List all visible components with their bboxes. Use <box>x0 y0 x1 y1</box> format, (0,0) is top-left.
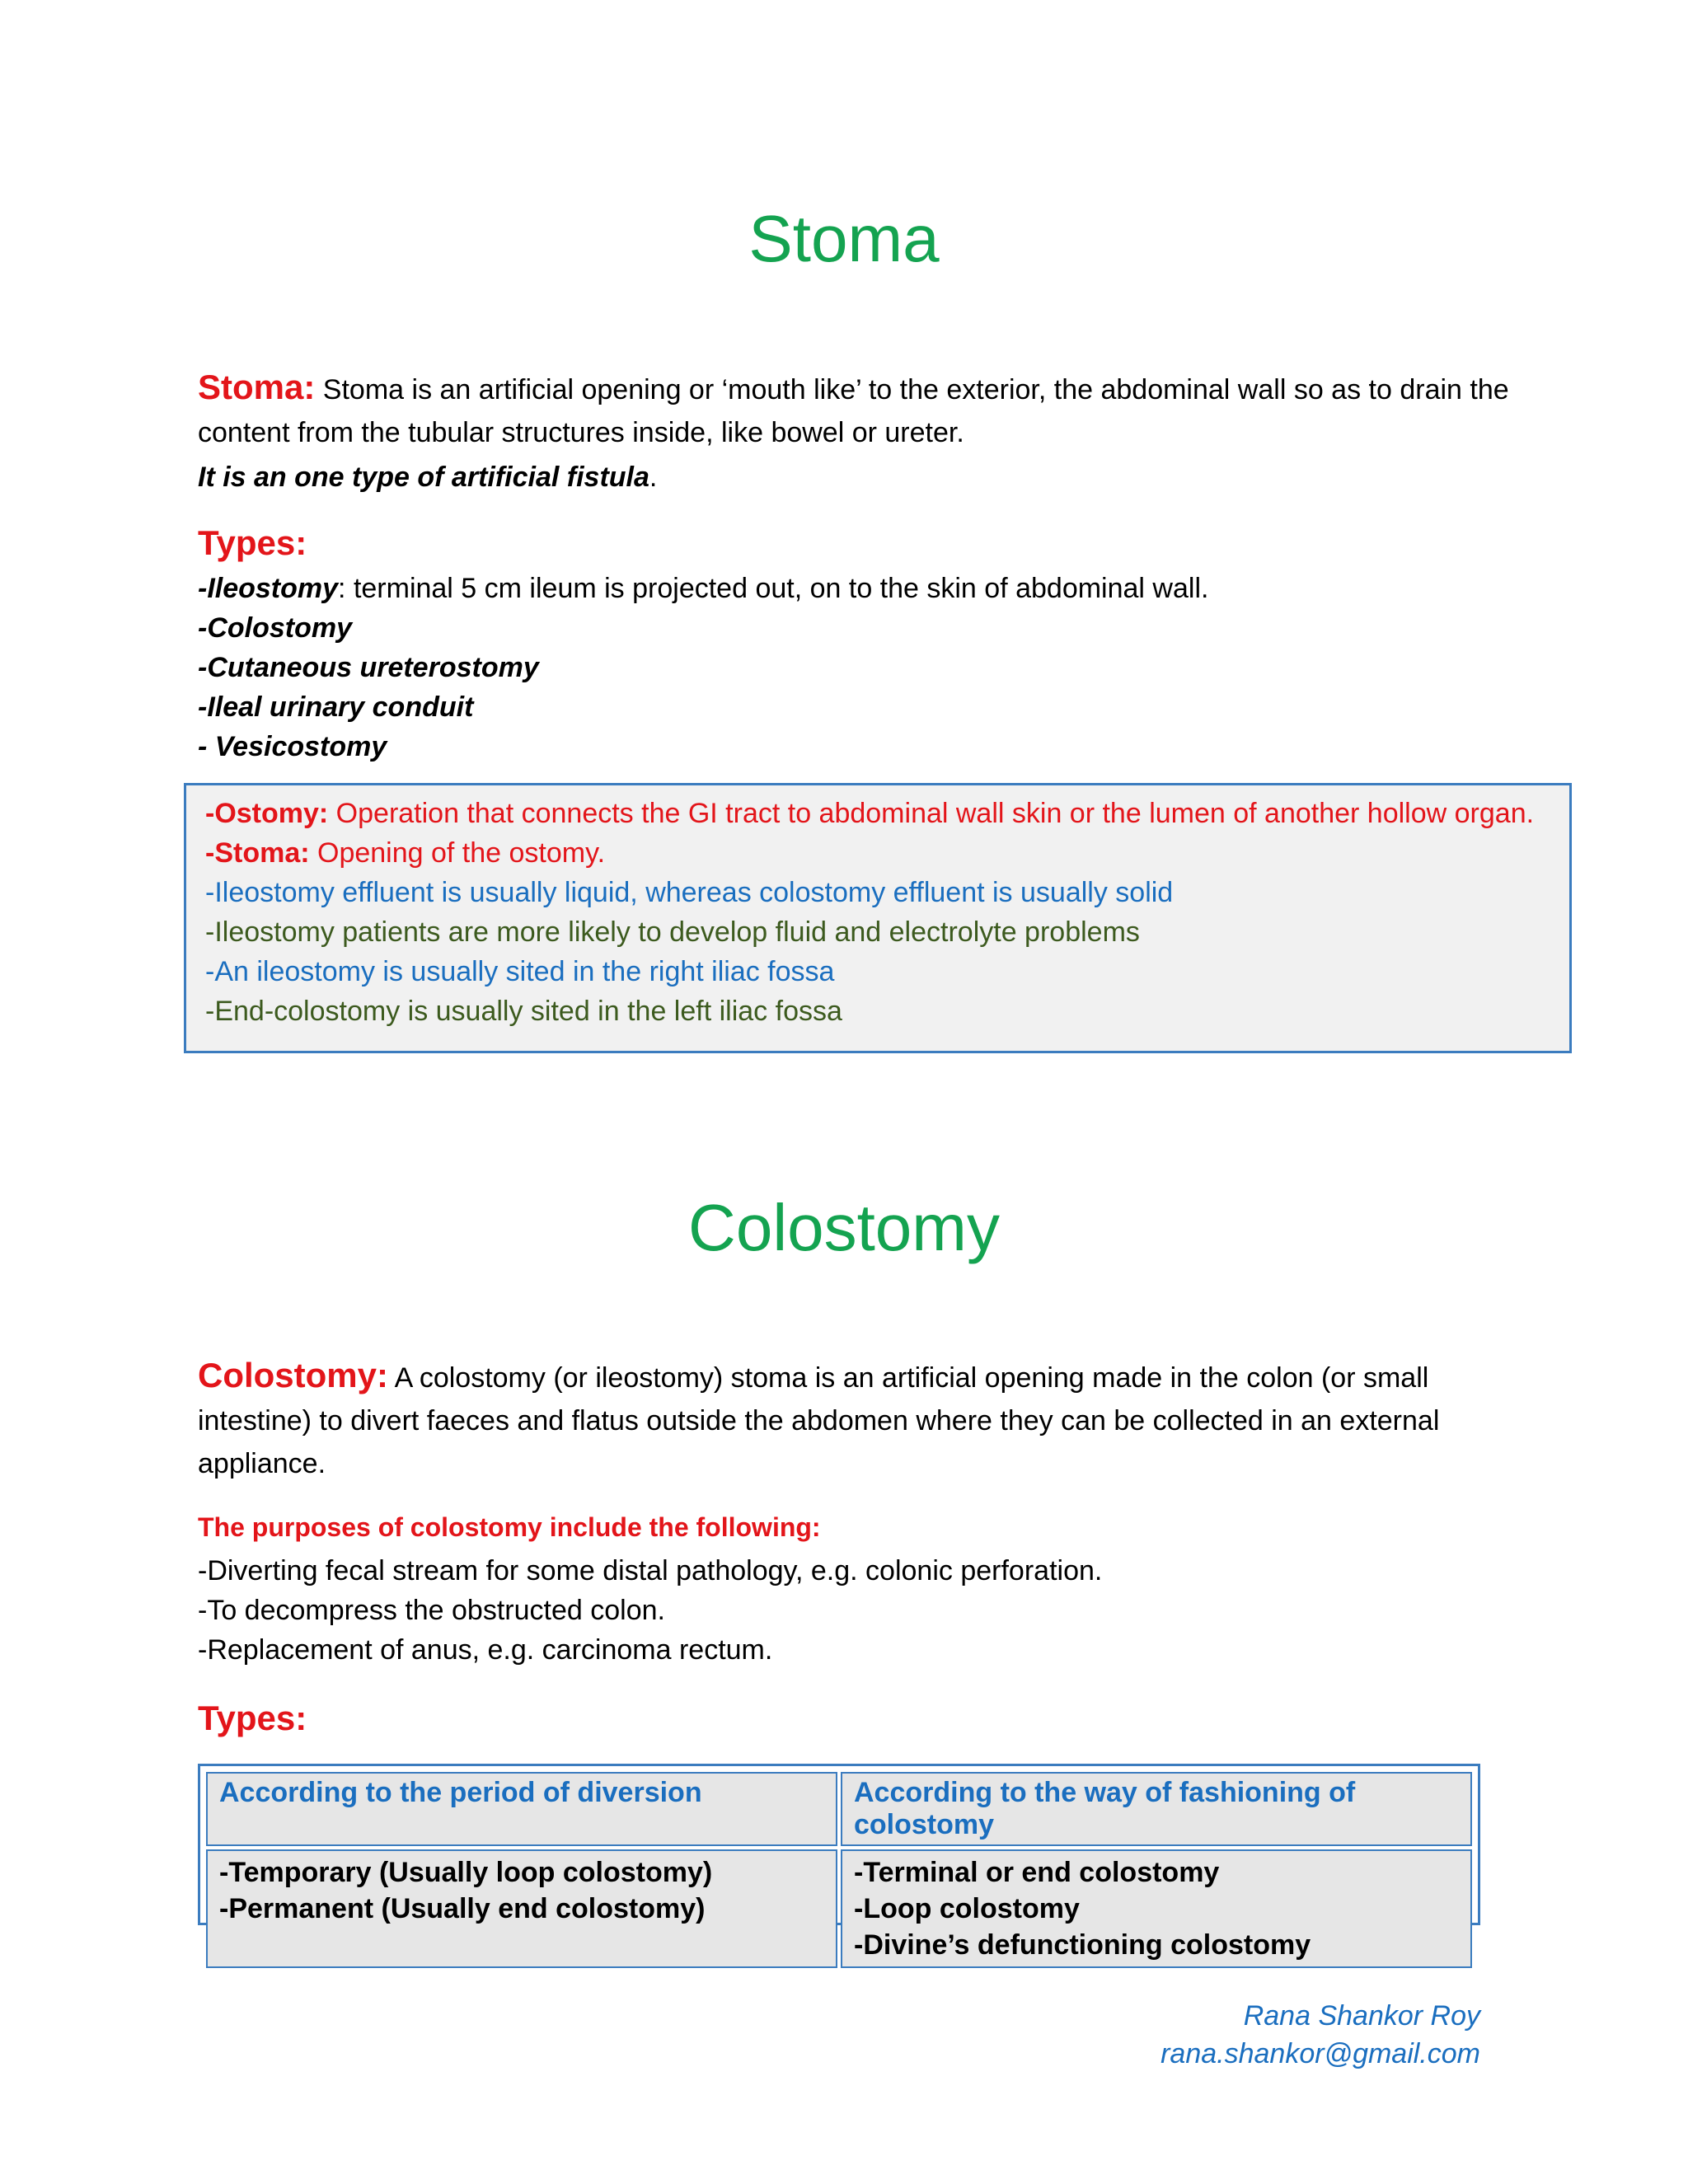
list-item: -Permanent (Usually end colostomy) <box>219 1893 706 1924</box>
ostomy-label: -Ostomy: <box>205 798 329 829</box>
fistula-note-text: It is an one type of artificial fistula <box>198 462 649 493</box>
info-line-stoma <box>205 833 1569 873</box>
type-label-ileal-urinary-conduit: -Ileal urinary conduit <box>198 691 474 723</box>
colostomy-definition <box>198 1354 1517 1485</box>
info-line-left-iliac: -End-colostomy is usually sited in the left iliac fossa <box>205 996 842 1027</box>
purposes-heading: The purposes of colostomy include the following: <box>198 1512 821 1542</box>
stoma-text: Opening of the ostomy. <box>309 837 606 869</box>
author-name: Rana Shankor Roy <box>1243 2000 1480 2032</box>
stoma-title: Stoma <box>748 202 940 275</box>
info-line-ostomy <box>205 794 1569 833</box>
fistula-note <box>198 456 1517 499</box>
colostomy-types-heading: Types: <box>198 1699 307 1737</box>
table-header-period: According to the period of diversion <box>206 1772 837 1846</box>
list-item <box>198 687 1599 727</box>
info-line-effluent: -Ileostomy effluent is usually liquid, whereas colostomy effluent is usually solid <box>205 877 1174 908</box>
type-label-ileostomy: -Ileostomy <box>198 573 339 604</box>
list-item <box>198 569 1599 608</box>
list-item: -Terminal or end colostomy <box>854 1857 1220 1888</box>
table-header-fashioning: According to the way of fashioning of colostomy <box>841 1772 1472 1846</box>
list-item <box>198 608 1599 648</box>
list-item: -Temporary (Usually loop colostomy) <box>219 1857 713 1888</box>
stoma-label: -Stoma: <box>205 837 310 869</box>
type-desc-ileostomy: : terminal 5 cm ileum is projected out, on to the skin of abdominal wall. <box>338 573 1209 604</box>
fistula-note-end: . <box>649 462 658 493</box>
type-label-cutaneous-ureterostomy: -Cutaneous ureterostomy <box>198 652 539 683</box>
list-item: -Diverting fecal stream for some distal pathology, e.g. colonic perforation. <box>198 1555 1103 1586</box>
stoma-definition-text: Stoma is an artificial opening or ‘mouth like’ to the exterior, the abdominal wall so as to drain the content from the tubular structures inside, like bowel or ureter. <box>198 374 1509 448</box>
author-email[interactable]: rana.shankor@gmail.com <box>1160 2038 1480 2069</box>
list-item: -Divine’s defunctioning colostomy <box>854 1929 1311 1961</box>
stoma-types-list <box>198 569 1599 766</box>
colostomy-types-table <box>198 1764 1480 1961</box>
colostomy-definition-text: A colostomy (or ileostomy) stoma is an artificial opening made in the colon (or small intestine) to divert faeces and flatus outside the abdomen where they can be collected in an external appliance. <box>198 1362 1440 1479</box>
stoma-types-heading: Types: <box>198 523 307 562</box>
stoma-definition <box>198 366 1517 454</box>
list-item: -Replacement of anus, e.g. carcinoma rectum. <box>198 1634 773 1666</box>
list-item <box>198 727 1599 766</box>
type-label-vesicostomy: - Vesicostomy <box>198 731 387 762</box>
info-line-right-iliac: -An ileostomy is usually sited in the right iliac fossa <box>205 956 835 987</box>
list-item: -Loop colostomy <box>854 1893 1080 1924</box>
list-item <box>198 648 1599 687</box>
author-footer <box>1160 1997 1480 2073</box>
info-line-electrolyte: -Ileostomy patients are more likely to develop fluid and electrolyte problems <box>205 916 1140 948</box>
ostomy-text: Operation that connects the GI tract to abdominal wall skin or the lumen of another hollow organ. <box>328 798 1535 829</box>
table-cell-fashioning <box>841 1849 1472 1968</box>
colostomy-title: Colostomy <box>688 1191 1000 1264</box>
purposes-list <box>198 1551 1599 1670</box>
colostomy-definition-label: Colostomy: <box>198 1356 388 1394</box>
table-cell-period <box>206 1849 837 1968</box>
stoma-definition-label: Stoma: <box>198 368 316 406</box>
ostomy-info-box <box>184 783 1572 1053</box>
type-label-colostomy: -Colostomy <box>198 612 352 644</box>
list-item: -To decompress the obstructed colon. <box>198 1595 665 1626</box>
